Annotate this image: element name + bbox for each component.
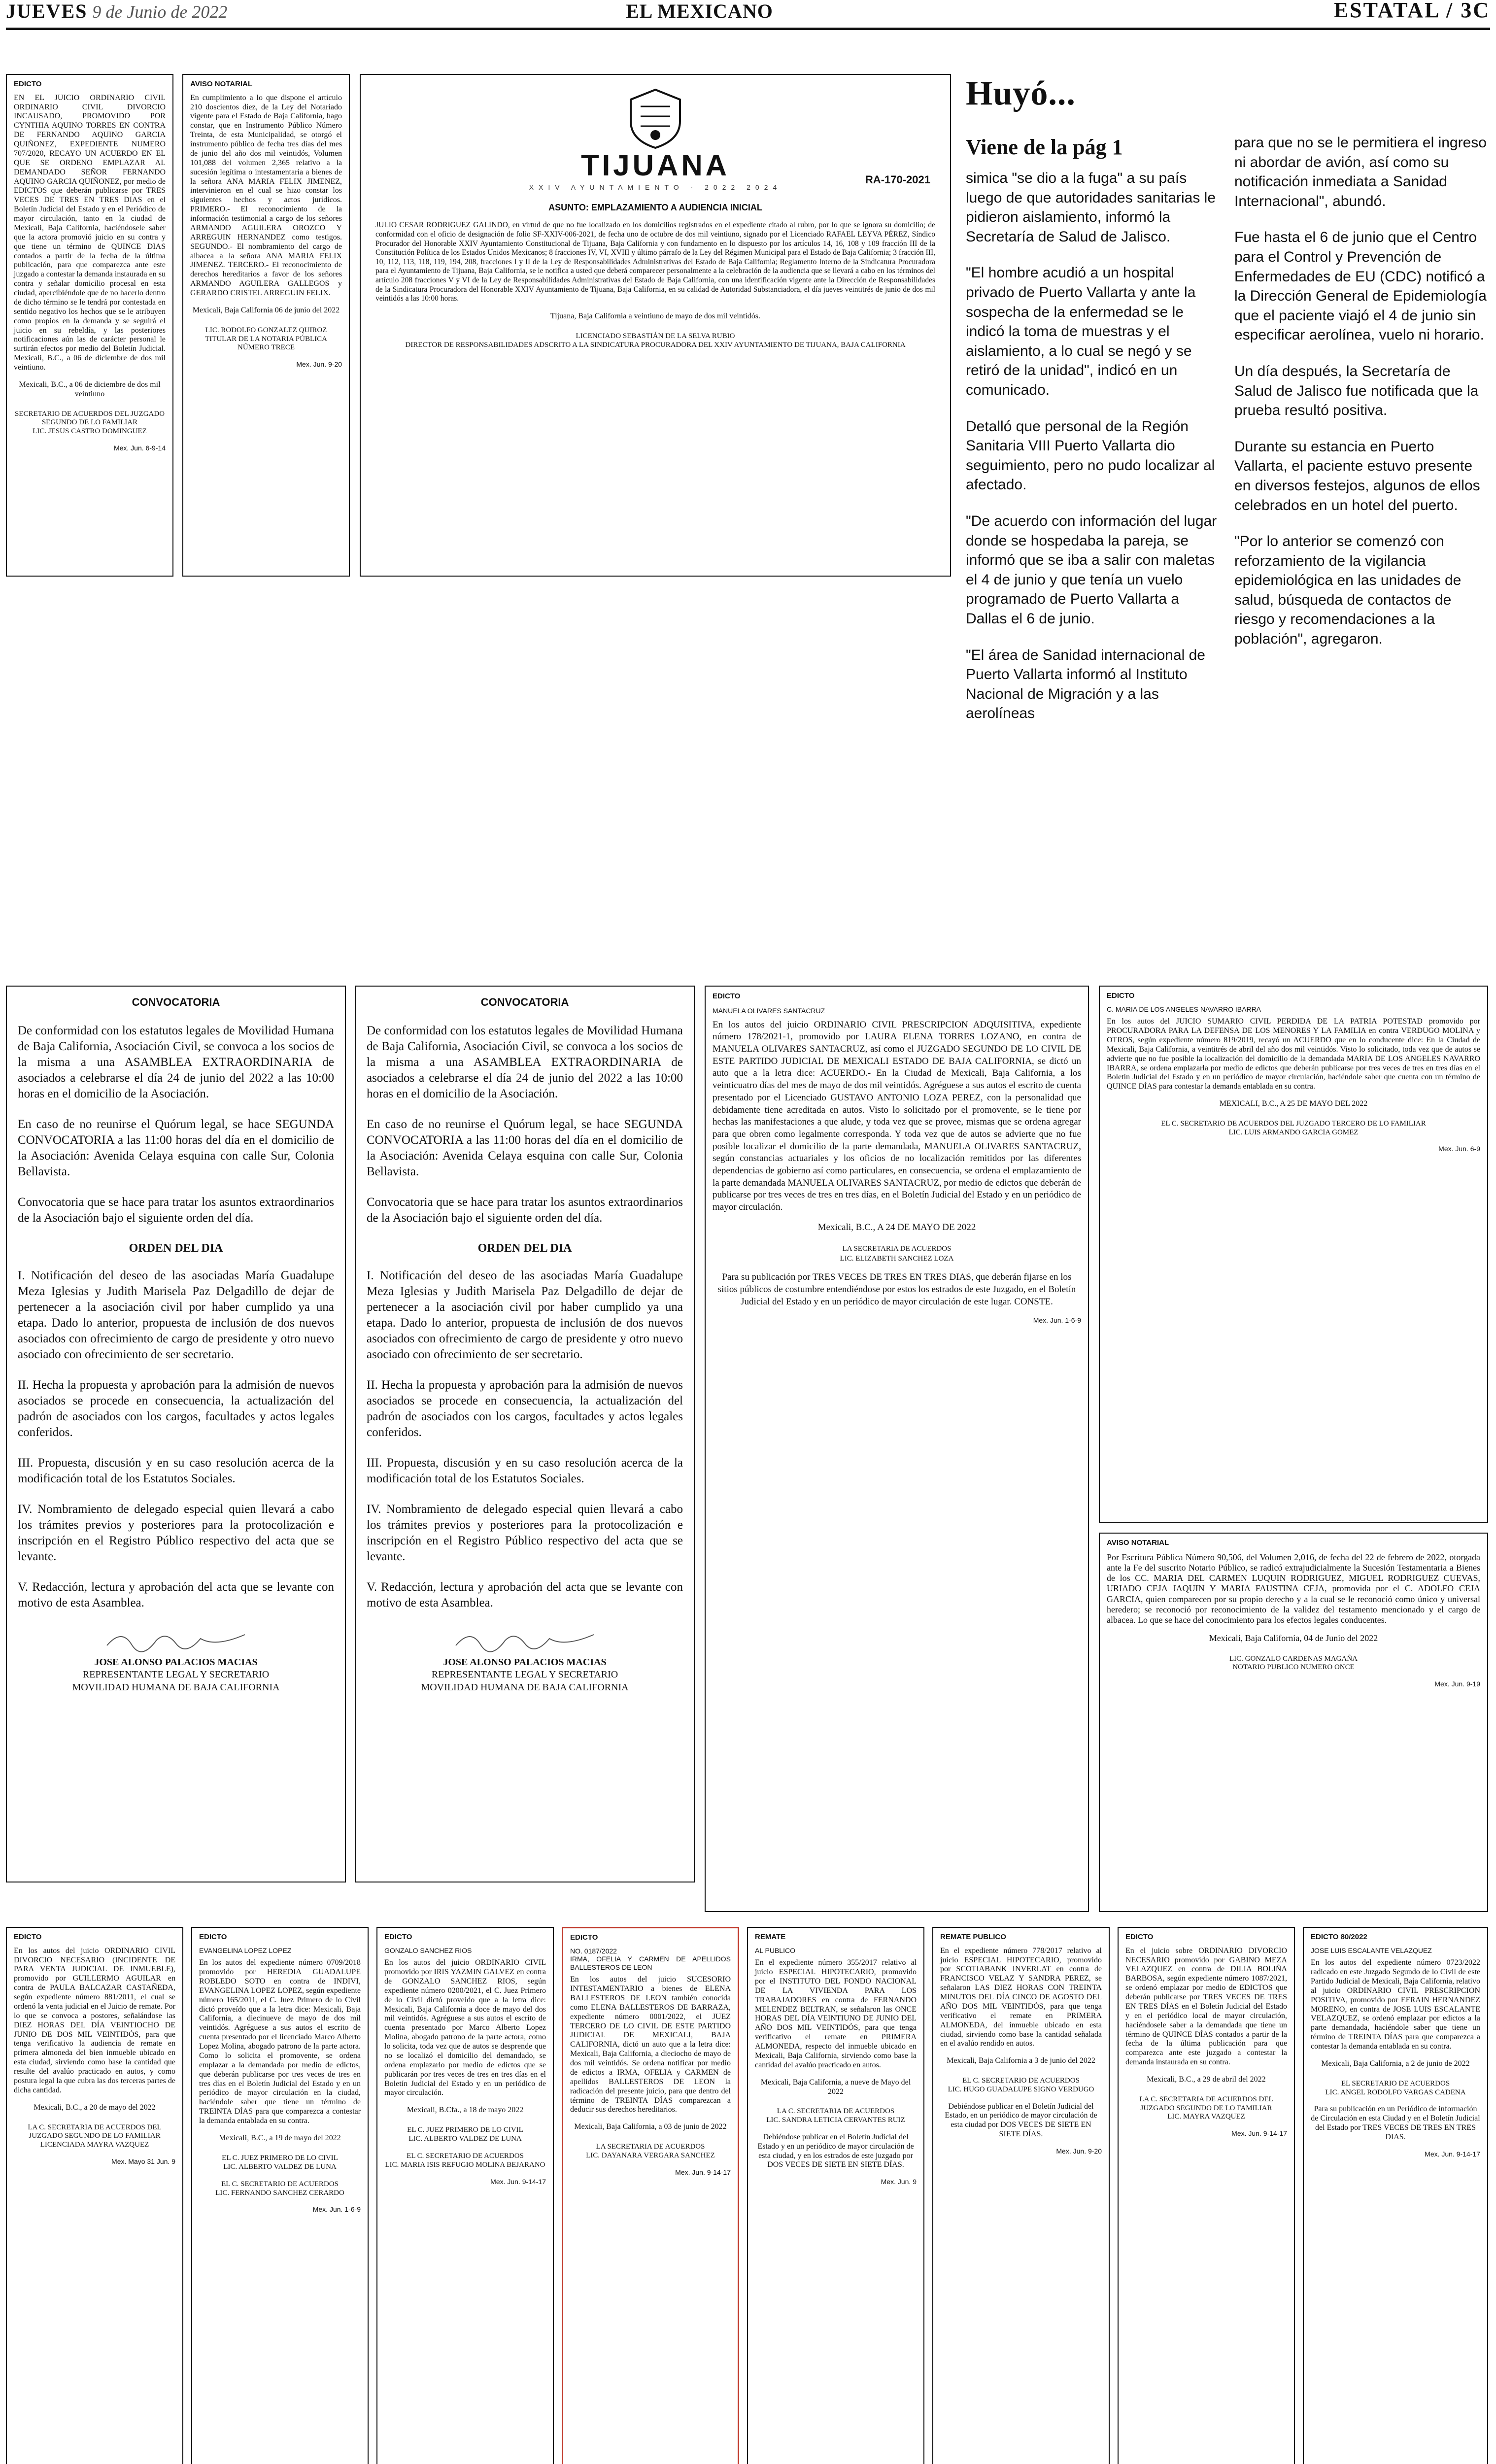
news-kicker: Viene de la pág 1 xyxy=(966,135,1123,159)
remate-col-5 xyxy=(747,1927,924,2464)
news-paragraph: Un día después, la Secretaría de Salud de Jalisco fue notificada que la prueba resultó positiva. xyxy=(1234,363,1479,419)
notice-date: Mexicali, B.Cfa., a 18 de mayo 2022 xyxy=(407,2106,524,2115)
edicto-navarro xyxy=(1099,986,1488,1523)
notice-note: Para su publicación en un Periódico de información de Circulación en esta Ciudad y en el Boletín Judicial del Estado por TRES VECES DE TRES EN TRES DIAS. xyxy=(1311,2105,1482,2141)
notice-date: Mexicali, Baja California a 3 de junio del 2022 xyxy=(947,2056,1095,2065)
news-paragraph: simica "se dio a la fuga" a su país luego de que autoridades sanitarias le pidieron aislamiento, informó la Secretaría de Salud de Jalisco. xyxy=(966,170,1216,245)
notice-subject: NO. 0187/2022 IRMA, OFELIA Y CARMEN DE APELLIDOS BALLESTEROS DE LEON xyxy=(570,1947,731,1971)
notice-body: En los autos del juicio ORDINARIO CIVIL DIVORCIO NECESARIO (INCIDENTE DE PARA VENTA JUDICIAL DE INMUEBLE), promovido por GUILLERMO AGUILAR en contra de PAULA BALCAZAR CASTAÑEDA, según expediente número 881/2011, el cual se ordenó la venta judicial en el Juicio de remate. Por lo que se convoca a postores, señalándose las DIEZ HORAS DEL DÍA VEINTIOCHO DE JUNIO DE DOS MIL VEINTIDÓS, para que tenga verificativo la audiencia de remate en primera almoneda del bien inmueble ubicado en esta ciudad, sirviendo como base la cantidad que resulte del avalúo practicado en autos, y como postura legal la que cubra las dos terceras partes de dicha cantidad. xyxy=(14,1946,177,2094)
handwritten-signature-icon xyxy=(102,1626,250,1653)
tijuana-date: Tijuana, Baja California a veintiuno de mayo de dos mil veintidós. xyxy=(550,311,760,320)
conv-item: I. Notificación del deseo de las asociadas María Guadalupe Meza Iglesias y Judith Marisela Paz Delgadillo de dejar de pertenecer a la asociación civil por haber cumplido ya una etapa. Dado lo anterior, propuesta de inclusión de dos nuevos asociados con ofrecimiento de cargo de presidente y otro nuevo asociado con ofrecimiento de ser secretario. xyxy=(18,1268,334,1361)
notice-date: Mexicali, Baja California 06 de junio del 2022 xyxy=(192,306,340,314)
aviso-notarial-notice xyxy=(182,74,350,577)
conv-item: V. Redacción, lectura y aprobación del acta que se levante con motivo de esta Asamblea. xyxy=(18,1580,334,1609)
notice-date: Mexicali, Baja California, 04 de Junio del 2022 xyxy=(1209,1633,1378,1643)
conv-item: III. Propuesta, discusión y en su caso resolución acerca de la modificación total de los Estatutos Sociales. xyxy=(18,1456,334,1485)
notice-note: Debiéndose publicar en el Boletín Judicial del Estado, en un periódico de mayor circulación de esta ciudad por DOS VECES DE SIETE EN SIETE DÍAS. xyxy=(945,2102,1099,2139)
notice-header: EDICTO xyxy=(14,1933,42,1941)
convocatoria-right xyxy=(355,986,695,1882)
news-paragraph: "El hombre acudió a un hospital privado de Puerto Vallarta y ante la sospecha de la enfermedad se le indicó la toma de muestras y el aislamiento, a lo cual se negó y se retiró de la unidad", indicó en un comunicado. xyxy=(966,265,1196,399)
tijuana-title: ASUNTO: EMPLAZAMIENTO A AUDIENCIA INICIAL xyxy=(548,202,762,212)
notice-signature: EL C. JUEZ PRIMERO DE LO CIVIL LIC. ALBERTO VALDEZ DE LUNA EL C. SECRETARIO DE ACUERDOS LIC. MARIA ISIS REFUGIO MOLINA BEJARANO xyxy=(385,2126,545,2169)
conv-item: II. Hecha la propuesta y aprobación para la admisión de nuevos asociados se procede en consecuencia, la actualización del padrón de asociados con los cargos, facultades y actos legales conferidos. xyxy=(367,1378,683,1439)
notice-date: Mexicali, B.C., a 29 de abril del 2022 xyxy=(1147,2075,1266,2084)
notice-subject: EVANGELINA LOPEZ LOPEZ xyxy=(199,1946,292,1954)
tijuana-signature: LICENCIADO SEBASTIÁN DE LA SELVA RUBIO DIRECTOR DE RESPONSABILIDADES ADSCRITO A LA SINDICATURA PROCURADORA DEL XXIV AYUNTAMIENTO DE TIJUANA, BAJA CALIFORNIA xyxy=(405,332,906,349)
convocatoria-left xyxy=(6,986,346,1882)
notice-header: EDICTO xyxy=(1125,1933,1154,1941)
edicto-col-1 xyxy=(6,1927,183,2464)
notice-ref: Mex. Jun. 1-6-9 xyxy=(1033,1316,1081,1325)
notice-date: Mexicali, B.C., a 19 de mayo del 2022 xyxy=(219,2133,341,2142)
edicto-olivares xyxy=(705,986,1089,1912)
notice-header: REMATE xyxy=(755,1933,786,1941)
tijuana-code: RA-170-2021 xyxy=(865,173,930,186)
conv-paragraph: Convocatoria que se hace para tratar los asuntos extraordinarios de la Asociación bajo el siguiente orden del día. xyxy=(367,1196,683,1225)
handwritten-signature-icon xyxy=(451,1626,599,1653)
notice-header: AVISO NOTARIAL xyxy=(190,80,253,88)
notice-body: En los autos del juicio ORDINARIO CIVIL promovido por IRIS YAZMIN GALVEZ en contra de GONZALO SANCHEZ RIOS, según expediente número 0200/2021, el C. Juez Primero de lo Civil dictó proveído que a la letra dice: Mexicali, Baja California a doce de mayo del dos mil veintidós. Agréguese a sus autos el escrito de cuenta presentado por Marco Alberto Lopez Molina, abogado patrono de la parte actora, como lo solicita, toda vez que de autos se desprende que no se localizó el domicilio del demandado, se ordena emplazarlo por medio de edictos que se publicarán por tres veces de tres en tres días en el Boletín Judicial del Estado y en un periódico de mayor circulación. xyxy=(384,1958,548,2097)
conv-order-title: ORDEN DEL DIA xyxy=(129,1242,223,1255)
tijuana-seal-icon xyxy=(621,87,690,151)
notice-ref: Mex. Jun. 9-20 xyxy=(1056,2147,1102,2156)
masthead-section: ESTATAL / 3C xyxy=(1333,0,1490,22)
news-paragraph: Fue hasta el 6 de junio que el Centro para el Control y Prevención de Enfermedades de EU (CDC) notificó a la Dirección General de Epidemiología que el paciente viajó el 4 de junio sin especificar aerolínea, vuelo ni horario. xyxy=(1234,229,1487,343)
notice-signature: LA SECRETARIA DE ACUERDOS LIC. DAYANARA VERGARA SANCHEZ xyxy=(586,2143,715,2159)
notice-body: En los autos del juicio ORDINARIO CIVIL PRESCRIPCION ADQUISITIVA, expediente número 178/2021-1, promovido por LAURA ELENA TORRES LOZANO, en contra de MANUELA OLIVARES SANTACRUZ, así como el JUZGADO SEGUNDO DE LO CIVIL DE ESTE PARTIDO JUDICIAL DE MEXICALI ESTADO DE BAJA CALIFORNIA, se dictó un auto que a la letra dice: ACUERDO.- En la Ciudad de Mexicali, Baja California, a los veinticuatro días del mes de mayo de dos mil veintidós. Agréguese a sus autos el escrito de cuenta presentado por el Licenciado GUSTAVO ANTONIO LOZA PEREZ, con la personalidad que debidamente tiene acreditada en autos. Visto lo solicitado por el promovente, se le tiene por hechas las manifestaciones a que alude, y toda vez que se provee, mismas que se ordena agregar para que obren como legalmente corresponda. Y toda vez que de autos se advierte que no fue posible localizar el domicilio de la parte demandada, MANUELA OLIVARES SANTACRUZ, según constancias actuariales y los oficios de no localización remitidos por las diferentes dependencias de gobierno así como particulares, en consecuencia, se ordena el emplazamiento de la parte demandada MANUELA OLIVARES SANTACRUZ, por medio de edictos que deberán de publicarse por tres veces de tres en tres días, en el Boletín Judicial del Estado y en un periódico de mayor circulación. xyxy=(713,1019,1084,1212)
conv-header: CONVOCATORIA xyxy=(480,996,569,1008)
conv-paragraph: Convocatoria que se hace para tratar los asuntos extraordinarios de la Asociación bajo el siguiente orden del día. xyxy=(18,1196,334,1225)
conv-role: REPRESENTANTE LEGAL Y SECRETARIO MOVILIDAD HUMANA DE BAJA CALIFORNIA xyxy=(72,1669,280,1693)
conv-item: III. Propuesta, discusión y en su caso resolución acerca de la modificación total de los Estatutos Sociales. xyxy=(367,1456,683,1485)
notice-header: EDICTO xyxy=(199,1933,227,1941)
tijuana-city: TIJUANA xyxy=(580,149,730,182)
news-col-1 xyxy=(966,133,1220,740)
conv-paragraph: En caso de no reunirse el Quórum legal, se hace SEGUNDA CONVOCATORIA a las 11:00 horas del día en el domicilio de la Asociación: Avenida Celaya esquina con calle Sur, Colonia Bellavista. xyxy=(18,1118,334,1179)
notice-body: EN EL JUICIO ORDINARIO CIVIL ORDINARIO CIVIL DIVORCIO INCAUSADO, PROMOVIDO POR CYNTHIA AQUINO TORRES EN CONTRA DE FERNANDO AQUINO GARCIA QUIÑONEZ, EXPEDIENTE NUMERO 707/2020, RECAYO UN ACUERDO EN EL QUE SE ORDENO EMPLAZAR AL DEMANDADO SEÑOR FERNANDO AQUINO GARCIA QUIÑONEZ, por medio de EDICTOS que deberán publicarse por TRES VECES DE TRES EN TRES DIAS en el Boletín Judicial del Estado y en el Periódico de mayor circulación, tanto en la ciudad de Mexicali, Baja California, haciéndosele saber que la actora promovió juicio en su contra y que tiene un término de QUINCE DIAS contados a partir de la fecha de la última publicación, para que comparezca ante este juzgado a contestar la demanda instaurada en su contra y señalar domicilio procesal en esta ciudad, apercibiéndole que de no hacerlo dentro de dicho término se le tendrá por contestada en sentido negativo los hechos que se le atribuyen como propios en la demanda y se seguirá el juicio en su rebeldía, y las posteriores notificaciones aún las de carácter personal le surtirán efectos por medio del Boletín Judicial. Mexicali, B.C., a 06 de diciembre de dos mil veintiuno. xyxy=(14,93,168,372)
notice-header: REMATE PUBLICO xyxy=(940,1933,1006,1941)
edicto-col-4-highlighted xyxy=(562,1927,739,2464)
notice-subject: MANUELA OLIVARES SANTACRUZ xyxy=(713,1006,825,1015)
news-col-2 xyxy=(1234,133,1488,740)
notice-body: En los autos del expediente número 0723/2022 radicado en este Juzgado Segundo de lo Civil de este Partido Judicial de Mexicali, Baja California, relativo al juicio ORDINARIO CIVIL PRESCRIPCION POSITIVA, promovido por EFRAIN HERNANDEZ MORENO, en contra de JOSE LUIS ESCALANTE VELAZQUEZ, se ordenó emplazar por edictos a la parte demandada, haciéndole saber que tiene un término de TREINTA DÍAS para que comparezca a contestar la demanda entablada en su contra. xyxy=(1311,1958,1482,2051)
news-paragraph: para que no se le permitiera el ingreso ni abordar de avión, así como su notificación inmediata a Sanidad Internacional", abundó. xyxy=(1234,135,1487,209)
notice-note: Debiéndose publicar en el Boletín Judicial del Estado y en un periódico de mayor circulación de esta ciudad, y en los estrados de este juzgado por DOS VECES DE SIETE EN SIETE DÍAS. xyxy=(757,2132,916,2169)
notice-signature: SECRETARIO DE ACUERDOS DEL JUZGADO SEGUNDO DE LO FAMILIAR LIC. JESUS CASTRO DOMINGUEZ xyxy=(14,410,165,436)
notice-ref: Mex. Jun. 9-14-17 xyxy=(1231,2129,1287,2137)
conv-order-title: ORDEN DEL DIA xyxy=(477,1242,572,1255)
notice-ref: Mex. Jun. 9-14-17 xyxy=(1425,2150,1480,2158)
conv-item: I. Notificación del deseo de las asociadas María Guadalupe Meza Iglesias y Judith Marisela Paz Delgadillo de dejar de pertenecer a la asociación civil por haber cumplido ya una etapa. Dado lo anterior, propuesta de inclusión de dos nuevos asociados con ofrecimiento de cargo de presidente y otro nuevo asociado con ofrecimiento de ser secretario. xyxy=(367,1268,683,1361)
notice-signature: LA C. SECRETARIA DE ACUERDOS DEL JUZGADO SEGUNDO DE LO FAMILIAR LIC. MAYRA VAZQUEZ xyxy=(1139,2095,1273,2121)
notice-subject: C. MARIA DE LOS ANGELES NAVARRO IBARRA xyxy=(1107,1005,1261,1013)
conv-item: II. Hecha la propuesta y aprobación para la admisión de nuevos asociados se procede en consecuencia, la actualización del padrón de asociados con los cargos, facultades y actos legales conferidos. xyxy=(18,1378,334,1439)
notice-signature: LA C. SECRETARIA DE ACUERDOS DEL JUZGADO SEGUNDO DE LO FAMILIAR LICENCIADA MAYRA VAZQUEZ xyxy=(28,2123,162,2149)
notice-signature: EL C. SECRETARIO DE ACUERDOS LIC. HUGO GUADALUPE SIGNO VERDUGO xyxy=(948,2077,1094,2093)
masthead-date-text: 9 de Junio de 2022 xyxy=(92,2,228,22)
notice-body: En el expediente número 778/2017 relativo al juicio ESPECIAL HIPOTECARIO, promovido por SCOTIABANK INVERLAT en contra de FRANCISCO VELAZ Y SANDRA PEREZ, se señalaron LAS DIEZ HORAS CON TREINTA MINUTOS DEL DÍA CINCO DE AGOSTO DEL AÑO DOS MIL VEINTIDÓS, para que tenga verificativo el remate en PRIMERA ALMONEDA, del inmueble ubicado en esta ciudad, sirviendo como base la cantidad señalada en el avalúo rendido en autos. xyxy=(940,1946,1104,2048)
notice-subject: JOSE LUIS ESCALANTE VELAZQUEZ xyxy=(1311,1946,1432,1954)
notice-header: AVISO NOTARIAL xyxy=(1107,1539,1169,1547)
notice-body: En el expediente número 355/2017 relativo al juicio ESPECIAL HIPOTECARIO, promovido por el INSTITUTO DEL FONDO NACIONAL DE LA VIVIENDA PARA LOS TRABAJADORES en contra de FERNANDO MELENDEZ BELTRAN, se señalaron las ONCE HORAS DEL DÍA VEINTIUNO DE JUNIO DEL AÑO DOS MIL VEINTIDÓS, para que tenga verificativo el remate en PRIMERA ALMONEDA, respecto del inmueble ubicado en Mexicali, Baja California, sirviendo como base la cantidad del avalúo practicado en autos. xyxy=(755,1958,918,2069)
notice-body: En cumplimiento a lo que dispone el artículo 210 doscientos diez, de la Ley del Notariado vigente para el Estado de Baja California, hago constar, que en Instrumento Público Número Treinta, de esta Municipalidad, se otorgó el instrumento público de fecha tres días del mes de junio del año dos mil veintidós, Volumen 101,088 del volumen 2,365 relativo a la sucesión legítima o intestamentaria a bienes de la señora ANA MARIA FELIX JIMENEZ, intervinieron en el cual se hizo constar los siguientes hechos y actos jurídicos. PRIMERO.- El reconocimiento de la información testimonial a cargo de los señores ARMANDO AGUILERA OROZCO Y ARREGUIN HERNANDEZ como testigos. SEGUNDO.- El nombramiento del cargo de albacea a la señora ANA MARIA FELIX JIMENEZ. TERCERO.- El reconocimiento de derechos hereditarios a favor de los señores ARMANDO AGUILERA GALLEGOS y GERARDO CRISTEL ARREGUIN FELIX. xyxy=(190,93,344,298)
conv-signature xyxy=(18,1656,334,1694)
conv-paragraph: De conformidad con los estatutos legales de Movilidad Humana de Baja California, Asociación Civil, se convoca a los socios de la misma a una ASAMBLEA EXTRAORDINARIA de asociados a celebrarse el día 24 de junio del 2022 a las 10:00 horas en el domicilio de la Asociación. xyxy=(367,1024,683,1101)
notice-signature: EL C. JUEZ PRIMERO DE LO CIVIL LIC. ALBERTO VALDEZ DE LUNA EL C. SECRETARIO DE ACUERDOS LIC. FERNANDO SANCHEZ CERARDO xyxy=(215,2154,344,2197)
notice-signature: LIC. RODOLFO GONZALEZ QUIROZ TITULAR DE LA NOTARIA PÚBLICA NÚMERO TRECE xyxy=(205,326,327,352)
masthead-paper: EL MEXICANO xyxy=(626,0,773,22)
notice-signature: LA C. SECRETARIA DE ACUERDOS LIC. SANDRA LETICIA CERVANTES RUIZ xyxy=(766,2107,905,2124)
conv-paragraph: De conformidad con los estatutos legales de Movilidad Humana de Baja California, Asociación Civil, se convoca a los socios de la misma a una ASAMBLEA EXTRAORDINARIA de asociados a celebrarse el día 24 de junio del 2022 a las 10:00 horas en el domicilio de la Asociación. xyxy=(18,1024,334,1101)
notice-note: Para su publicación por TRES VECES DE TRES EN TRES DIAS, que deberán fijarse en los sitios públicos de costumbre entendiéndose por estos los estrados de este Juzgado, en el Boletín Judicial del Estado y en un periódico de mayor circulación de este lugar. CONSTE. xyxy=(717,1272,1079,1307)
notice-ref: Mex. Jun. 9 xyxy=(881,2178,917,2186)
conv-signer: JOSE ALONSO PALACIOS MACIAS xyxy=(443,1656,607,1668)
news-article xyxy=(966,74,1488,722)
tijuana-notice xyxy=(360,74,951,577)
conv-header: CONVOCATORIA xyxy=(132,996,220,1008)
conv-signature xyxy=(367,1656,683,1694)
notice-date: Mexicali, Baja California, a 2 de junio de 2022 xyxy=(1321,2059,1470,2068)
masthead xyxy=(0,0,1496,26)
news-paragraph: Durante su estancia en Puerto Vallarta, el paciente estuvo presente en diversos festejos, algunos de ellos celebrados en un hotel del puerto. xyxy=(1234,438,1480,513)
notice-ref: Mex. Jun. 6-9-14 xyxy=(113,444,166,452)
news-headline: Huyó... xyxy=(966,74,1076,112)
notice-ref: Mex. Jun. 9-14-17 xyxy=(490,2177,546,2186)
remate-col-6 xyxy=(932,1927,1110,2464)
notice-signature: EL SECRETARIO DE ACUERDOS LIC. ANGEL RODOLFO VARGAS CADENA xyxy=(1325,2079,1466,2096)
notice-signature: LA SECRETARIA DE ACUERDOS LIC. ELIZABETH SANCHEZ LOZA xyxy=(840,1245,954,1263)
notice-body: En los autos del juicio SUCESORIO INTESTAMENTARIO a bienes de ELENA BALLESTEROS DE LEON también conocida como ELENA BALLESTEROS DE BARRAZA, expediente número 0001/2022, el JUEZ TERCERO DE LO CIVIL DE ESTE PARTIDO JUDICIAL DE MEXICALI, BAJA CALIFORNIA, dictó un auto que a la letra dice: Mexicali, Baja California, a dieciocho de mayo de dos mil veintidós. Se ordena notificar por medio de edictos a IRMA, OFELIA y CARMEN de apellidos BALLESTEROS DE LEON la radicación del presente juicio, para que dentro del término de TREINTA DÍAS comparezcan a deducir sus derechos hereditarios. xyxy=(570,1975,733,2114)
notice-ref: Mex. Jun. 6-9 xyxy=(1438,1145,1480,1153)
notice-subject: AL PUBLICO xyxy=(755,1946,795,1954)
notice-date: Mexicali, B.C., a 06 de diciembre de dos mil veintiuno xyxy=(19,380,163,398)
notice-date: Mexicali, B.C., a 20 de mayo del 2022 xyxy=(34,2103,156,2112)
notice-date: Mexicali, B.C., A 24 DE MAYO DE 2022 xyxy=(817,1222,976,1232)
masthead-day: JUEVES xyxy=(6,0,88,22)
notice-body: En los autos del expediente número 0709/2018 promovido por HEREDIA GUADALUPE ROBLEDO SOTO en contra de INDIVI, EVANGELINA LOPEZ LOPEZ, según expediente número 165/2011, el C. Juez Primero de lo Civil dictó proveído que a la letra dice: Mexicali, Baja California, a diecinueve de mayo de dos mil veintidós. Agréguese a sus autos el escrito de cuenta presentado por el licenciado Marco Alberto Lopez Molina, abogado patrono de la parte actora. Como lo solicita el promovente, se ordena emplazar a la demandada por medio de edictos, que deberán publicarse por tres veces de tres en tres días en el Boletín Judicial del Estado y en un periódico de mayor circulación en la ciudad, haciéndole saber que tiene un término de TREINTA DÍAS para que comparezca a contestar la demanda entablada en su contra. xyxy=(199,1958,363,2125)
news-paragraph: "El área de Sanidad internacional de Puerto Vallarta informó al Instituto Nacional de Migración y a las aerolíneas xyxy=(966,647,1205,722)
edicto-notice xyxy=(6,74,173,577)
notice-date: Mexicali, Baja California, a 03 de junio de 2022 xyxy=(574,2122,727,2131)
masthead-date xyxy=(6,0,227,23)
conv-item: IV. Nombramiento de delegado especial quien llevará a cabo los trámites previos y posteriores para la protocolización e inscripción en el Registro Público respectivo del acta que se levante. xyxy=(367,1502,683,1563)
notice-header: EDICTO xyxy=(570,1933,598,1942)
edicto-col-2 xyxy=(191,1927,369,2464)
tijuana-body: JULIO CESAR RODRIGUEZ GALINDO, en virtud de que no fue localizado en los domicilios registrados en el expediente citado al rubro, por lo que se ignora su domicilio; de conformidad con el oficio de designación de folio SF-XXIV-006-2021, de fecha uno de octubre de dos mil veintiuno, signado por el Licenciado RAFAEL LEYVA PÉREZ, Síndico Procurador del Honorable XXIV Ayuntamiento Constitucional de Tijuana, Baja California y con fundamento en lo dispuesto por los artículos 14, 16, 108 y 109 fracción III de la Constitución Política de los Estados Unidos Mexicanos; 8 fracciones IV, VI, XVIII y último párrafo de la Ley del Régimen Municipal para el Estado de Baja California; 3 fracción III, 10, 112, 113, 118, 119, 194, 208, fracciones I y II de la Ley de Responsabilidades Administrativas del Estado de Baja California; Reglamento Interno de la Sindicatura Procuradora para el Ayuntamiento de Tijuana, Baja California, se le notifica a usted que deberá comparecer personalmente a la celebración de la audiencia que se llevará a cabo en los términos del artículo 208 fracciones V y VI de la Ley de Responsabilidades Administrativas del Estado de Baja California, con una identificación vigente ante la Dirección de Responsabilidades de la Sindicatura Procuradora del Honorable XXIV Ayuntamiento de Tijuana, Baja California, en su calidad de Autoridad Substanciadora, el día jueves veintitrés de junio de dos mil veintidós a las 10:00 horas. xyxy=(375,221,937,303)
notice-ref: Mex. Jun. 9-20 xyxy=(296,360,342,368)
conv-role: REPRESENTANTE LEGAL Y SECRETARIO MOVILIDAD HUMANA DE BAJA CALIFORNIA xyxy=(421,1669,629,1693)
news-paragraph: Detalló que personal de la Región Sanitaria VIII Puerto Vallarta dio seguimiento, pero no pudo localizar al afectado. xyxy=(966,418,1215,493)
news-paragraph: "Por lo anterior se comenzó con reforzamiento de la vigilancia epidemiológica en las unidades de salud, búsqueda de contactos de riesgo y recomendaciones a la población", agregaron. xyxy=(1234,533,1462,648)
notice-header: EDICTO xyxy=(14,80,42,88)
masthead-rule xyxy=(6,28,1490,30)
tijuana-years: XXIV AYUNTAMIENTO · 2022 2024 xyxy=(529,183,782,191)
notice-ref: Mex. Mayo 31 Jun. 9 xyxy=(111,2157,175,2165)
notice-ref: Mex. Jun. 9-19 xyxy=(1434,1679,1480,1688)
aviso-notarial-gonzalo xyxy=(1099,1533,1488,1912)
notice-header: EDICTO 80/2022 xyxy=(1311,1933,1367,1941)
notice-body: En el juicio sobre ORDINARIO DIVORCIO NECESARIO promovido por GABINO MEZA VELAZQUEZ en contra de DILIA BOLIÑA BARBOSA, según expediente número 1087/2021, se ordenó emplazar por medio de EDICTOS que deberán publicarse por TRES VECES DE TRES EN TRES DÍAS en el Boletín Judicial del Estado y en el periódico local de mayor circulación, haciéndosele saber a la demandada que tiene un término de QUINCE DÍAS contados a partir de la fecha de la última publicación para que comparezca ante este juzgado a contestar la demanda instaurada en su contra. xyxy=(1125,1946,1289,2067)
notice-date: MEXICALI, B.C., A 25 DE MAYO DEL 2022 xyxy=(1219,1099,1368,1108)
notice-subject: GONZALO SANCHEZ RIOS xyxy=(384,1946,472,1954)
notice-header: EDICTO xyxy=(384,1933,412,1941)
notice-date: Mexicali, Baja California, a nueve de Mayo del 2022 xyxy=(760,2078,913,2096)
notice-ref: Mex. Jun. 1-6-9 xyxy=(312,2205,361,2214)
notice-header: EDICTO xyxy=(1107,992,1135,1000)
conv-paragraph: En caso de no reunirse el Quórum legal, se hace SEGUNDA CONVOCATORIA a las 11:00 horas del día en el domicilio de la Asociación: Avenida Celaya esquina con calle Sur, Colonia Bellavista. xyxy=(367,1118,683,1179)
conv-item: V. Redacción, lectura y aprobación del acta que se levante con motivo de esta Asamblea. xyxy=(367,1580,683,1609)
news-paragraph: "De acuerdo con información del lugar donde se hospedaba la pareja, se informó que se iba a salir con maletas el 4 de junio y que tenía un vuelo programado de Puerto Vallarta a Dallas el 6 de junio. xyxy=(966,513,1217,627)
edicto-col-3 xyxy=(376,1927,554,2464)
edicto-col-7 xyxy=(1118,1927,1295,2464)
notice-signature: LIC. GONZALO CARDENAS MAGAÑA NOTARIO PUBLICO NUMERO ONCE xyxy=(1229,1654,1358,1672)
notice-signature: EL C. SECRETARIO DE ACUERDOS DEL JUZGADO TERCERO DE LO FAMILIAR LIC. LUIS ARMANDO GARCIA GOMEZ xyxy=(1161,1120,1426,1136)
notice-header: EDICTO xyxy=(713,992,741,1000)
edicto-col-8 xyxy=(1303,1927,1488,2464)
notice-body: Por Escritura Pública Número 90,506, del Volumen 2,016, de fecha del 22 de febrero de 2022, otorgada ante la Fe del suscrito Notario Público, se radicó extrajudicialmente la Sucesión Testamentaria a Bienes de los CC. MARIA DEL CARMEN LUQUIN RODRIGUEZ, MIGUEL RODRIGUEZ CUEVAS, URIADO CEJA JAQUIN Y MARIA FAUSTINA CEJA, promovida por el C. ADOLFO CEJA GARCIA, quien comparecen por su propio derecho y a la cual se le reconoció como único y universal heredero; se reconoció por reconocimiento de la validez del testamento mencionado y el cargo de albacea. Lo que se hace del conocimiento para los efectos legales conducentes. xyxy=(1107,1552,1483,1625)
notice-ref: Mex. Jun. 9-14-17 xyxy=(675,2168,731,2176)
conv-signer: JOSE ALONSO PALACIOS MACIAS xyxy=(94,1656,258,1668)
notice-body: En los autos del JUICIO SUMARIO CIVIL PERDIDA DE LA PATRIA POTESTAD promovido por PROCURADORA PARA LA DEFENSA DE LOS MENORES Y LA FAMILIA en contra VERDUGO MOLINA y OTROS, según expediente número 819/2019, recayó un ACUERDO que en lo conducente dice: En la Ciudad de Mexicali, Baja California, a veintitrés de abril del año dos mil veintidós. Visto lo solicitado, toda vez que de autos se advierte que no fue posible la localización del domicilio de la demandada MARIA DE LOS ANGELES NAVARRO IBARRA, se ordena emplazarla por medio de edictos que deberán publicarse por tres veces de tres en tres días en el Boletín Judicial del Estado y en un periódico de mayor circulación, haciéndole saber que cuenta con un término de QUINCE DÍAS para contestar la demanda entablada en su contra. xyxy=(1107,1017,1482,1091)
conv-item: IV. Nombramiento de delegado especial quien llevará a cabo los trámites previos y posteriores para la protocolización e inscripción en el Registro Público respectivo del acta que se levante. xyxy=(18,1502,334,1563)
